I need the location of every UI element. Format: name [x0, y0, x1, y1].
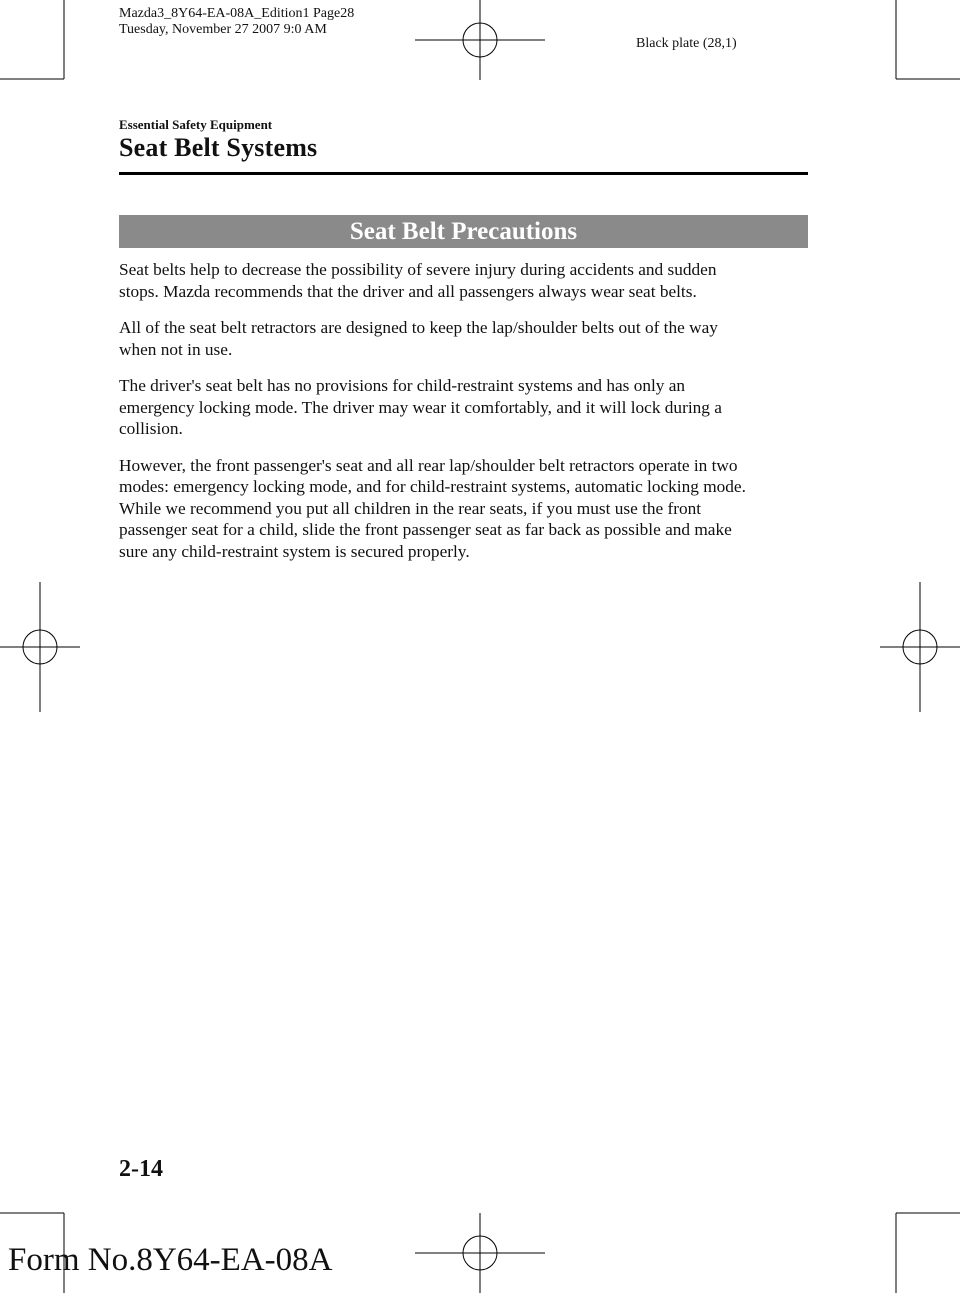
print-meta-file: Mazda3_8Y64-EA-08A_Edition1 Page28	[119, 6, 355, 21]
page-number: 2-14	[119, 1156, 163, 1182]
section-label: Essential Safety Equipment	[119, 117, 273, 132]
heading-rule	[119, 172, 808, 175]
registration-mark-right	[880, 582, 960, 712]
paragraph: However, the front passenger's seat and all rear lap/shoulder belt retractors operate in two modes: emergency locking mode, and for child-restraint systems, automatic locking mode. While we recommend you put all children in the rear seats, if you must use the front passenger seat for a child, slide the front passenger seat as far back as possible and make sure any child-restraint system is secured properly.	[119, 455, 746, 561]
form-number: Form No.8Y64-EA-08A	[8, 1242, 333, 1278]
registration-mark-top	[415, 0, 545, 80]
registration-mark-bottom	[415, 1213, 545, 1293]
print-meta-date: Tuesday, November 27 2007 9:0 AM	[119, 22, 327, 37]
plate-label: Black plate (28,1)	[636, 36, 737, 51]
page-heading: Seat Belt Systems	[119, 133, 318, 162]
paragraph: All of the seat belt retractors are designed to keep the lap/shoulder belts out of the way when not in use.	[119, 318, 718, 359]
watermark: carmanualsonline.info	[660, 1272, 797, 1288]
registration-mark-left	[0, 582, 80, 712]
body-text	[119, 259, 819, 577]
paragraph: The driver's seat belt has no provisions for child-restraint systems and has only an emergency locking mode. The driver may wear it comfortably, and it will lock during a collision.	[119, 376, 722, 438]
subheading-bar: Seat Belt Precautions	[119, 215, 808, 248]
paragraph: Seat belts help to decrease the possibility of severe injury during accidents and sudden stops. Mazda recommends that the driver and all passengers always wear seat belts.	[119, 260, 717, 301]
